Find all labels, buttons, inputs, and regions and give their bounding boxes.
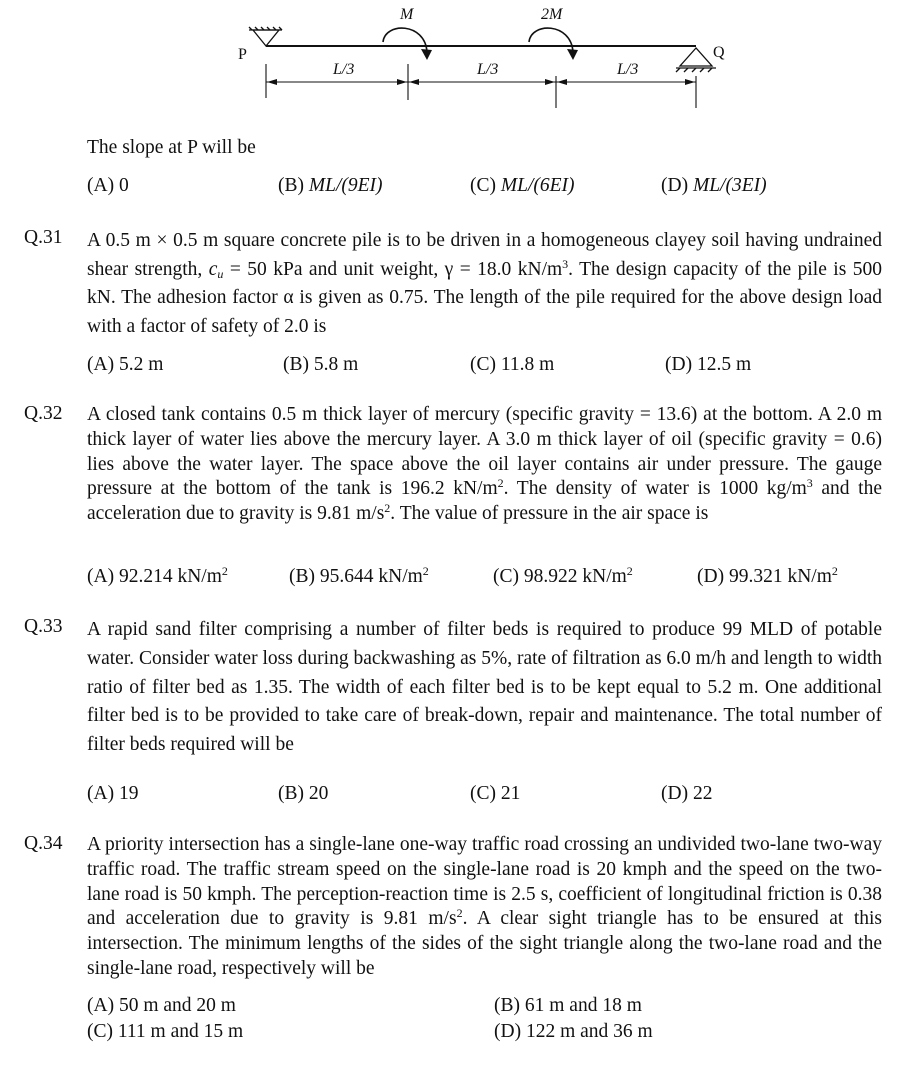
beam-diagram — [0, 0, 902, 130]
option-b: (B) ML/(9EI) — [278, 175, 383, 196]
question-number: Q.34 — [24, 833, 63, 854]
question-number: Q.31 — [24, 227, 63, 248]
question-text: A priority intersection has a single-lane one-way traffic road crossing an undivided two-lane two-way traffic road. The traffic stream speed on the single-lane road is 20 kmph and the speed on the two-lane road is 50 kmph. The perception-reaction time is 2.5 s, coefficient of longitudinal friction is 0.38 and acceleration due to gravity is 9.81 $m/s^2$. A clear sight triangle has to be ensured at this intersection. The minimum lengths of the sides of the sight triangle along the two-lane road and the single-lane road, respectively will be — [87, 834, 882, 979]
option-d: (D) 99.321 $kN/m^2$ — [697, 564, 838, 587]
option-a: (A) 19 — [87, 783, 139, 804]
moment-arrow-icon — [529, 28, 578, 60]
span-label: L/3 — [477, 61, 499, 78]
question-number: Q.32 — [24, 403, 63, 424]
label-p: P — [238, 46, 247, 63]
option-d: (D) 12.5 m — [665, 354, 752, 375]
option-a: (A) 50 m and 20 m — [87, 995, 236, 1016]
question-number: Q.33 — [24, 616, 63, 637]
option-b: (B) 95.644 $kN/m^2$ — [289, 564, 429, 587]
roller-support-icon — [676, 48, 716, 72]
label-q: Q — [713, 44, 725, 61]
option-c: (C) ML/(6EI) — [470, 175, 575, 196]
option-c: (C) 98.922 $kN/m^2$ — [493, 564, 633, 587]
span-label: L/3 — [333, 61, 355, 78]
question-text: A closed tank contains 0.5 m thick layer of mercury (specific gravity = 13.6) at the bottom. A 2.0 m thick layer of water lies above the mercury layer. A 3.0 m thick layer of oil (specific gravity = 0.6) lies above the water layer. The space above the oil layer contains air under pressure. The gauge pressure at the bottom of the tank is 196.2 $kN/m^2$. The density of water is 1000 $kg/m^3$ and the acceleration due to gravity is 9.81 $m/s^2$. The value of pressure in the air space is — [87, 404, 882, 525]
question-stem: The slope at P will be — [87, 137, 256, 158]
moment-arrow-icon — [383, 28, 432, 60]
option-d: (D) 122 m and 36 m — [494, 1021, 653, 1042]
span-label: L/3 — [617, 61, 639, 78]
option-b: (B) 61 m and 18 m — [494, 995, 642, 1016]
option-a: (A) 5.2 m — [87, 354, 164, 375]
question-text: A rapid sand filter comprising a number of filter beds is required to produce 99 MLD of potable water. Consider water loss during backwashing as 5%, rate of filtration as 6.0 m/h and length to width ratio of filter bed as 1.35. The width of each filter bed is to be kept equal to 5.2 m. One additional filter bed is to be provided to take care of break-down, repair and maintenance. The total number of filter beds required will be — [87, 619, 882, 756]
question-text: A 0.5 m × 0.5 m square concrete pile is to be driven in a homogeneous clayey soil having undrained shear strength, $c_u = 50$ kPa and unit weight, γ = 18.0 $kN/m^3$. The design capacity of the pile is 500 kN. The adhesion factor α is given as 0.75. The length of the pile required for the above design load with a factor of safety of 2.0 is — [87, 230, 882, 338]
option-a: (A) 0 — [87, 175, 129, 196]
option-b: (B) 20 — [278, 783, 329, 804]
moment-label-m: M — [400, 6, 414, 23]
moment-label-2m: 2M — [541, 6, 563, 23]
option-a: (A) 92.214 $kN/m^2$ — [87, 564, 228, 587]
option-d: (D) 22 — [661, 783, 713, 804]
option-d: (D) ML/(3EI) — [661, 175, 767, 196]
option-c: (C) 21 — [470, 783, 521, 804]
option-c: (C) 111 m and 15 m — [87, 1021, 244, 1042]
pin-support-icon — [249, 27, 282, 46]
option-c: (C) 11.8 m — [470, 354, 555, 375]
option-b: (B) 5.8 m — [283, 354, 359, 375]
